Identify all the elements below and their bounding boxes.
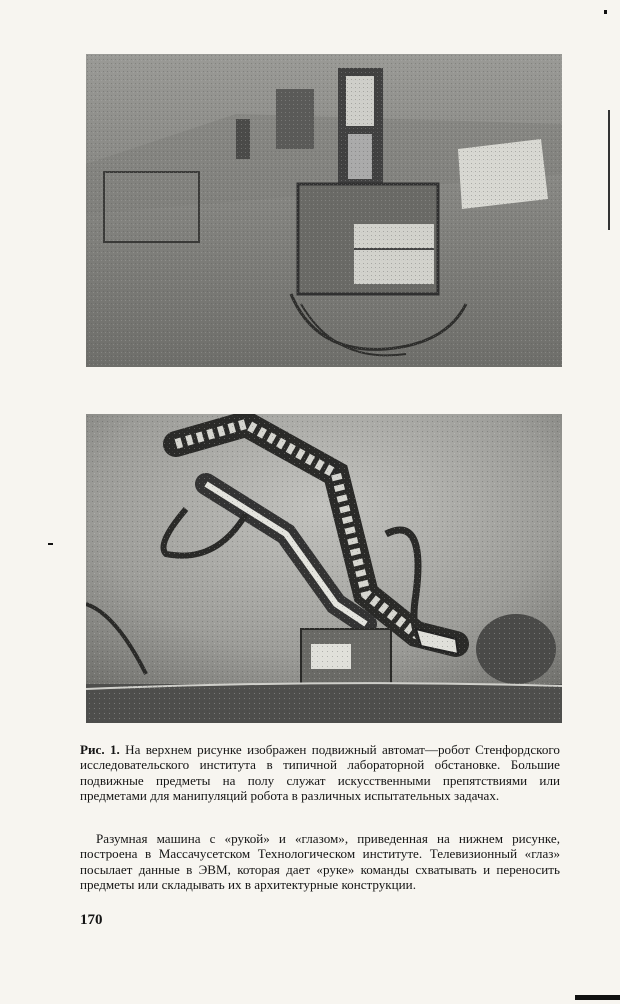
figure-caption bbox=[80, 742, 560, 803]
page-number: 170 bbox=[80, 912, 103, 928]
figure-caption-text: На верхнем рисунке изображен подвижный автомат—робот Стенфордского исследовательского института в типичной лабораторной обстановке. Большие подвижные предметы на полу служат искусственными препятствиями или предметами для манипуляций робота в различных испытательных задачах. bbox=[80, 742, 560, 803]
scan-speck bbox=[48, 543, 53, 545]
figure-top-photo bbox=[86, 54, 562, 367]
figure-bottom-photo bbox=[86, 414, 562, 723]
scan-edge-mark bbox=[575, 995, 620, 1000]
scan-speck bbox=[604, 10, 607, 14]
robot-arm-photo-illustration bbox=[86, 414, 562, 723]
figure-label: Рис. 1. bbox=[80, 742, 120, 757]
figure-caption-paragraph-2: Разумная машина с «рукой» и «глазом», приведенная на нижнем рисунке, построена в Массачусетском Технологическом институте. Телевизионный «глаз» посылает данные в ЭВМ, которая дает «руке» команды схватывать и переносить предметы или складывать их в архитектурные конструкции. bbox=[80, 831, 560, 892]
scan-edge-mark bbox=[608, 110, 610, 230]
robot-photo-illustration bbox=[86, 54, 562, 367]
